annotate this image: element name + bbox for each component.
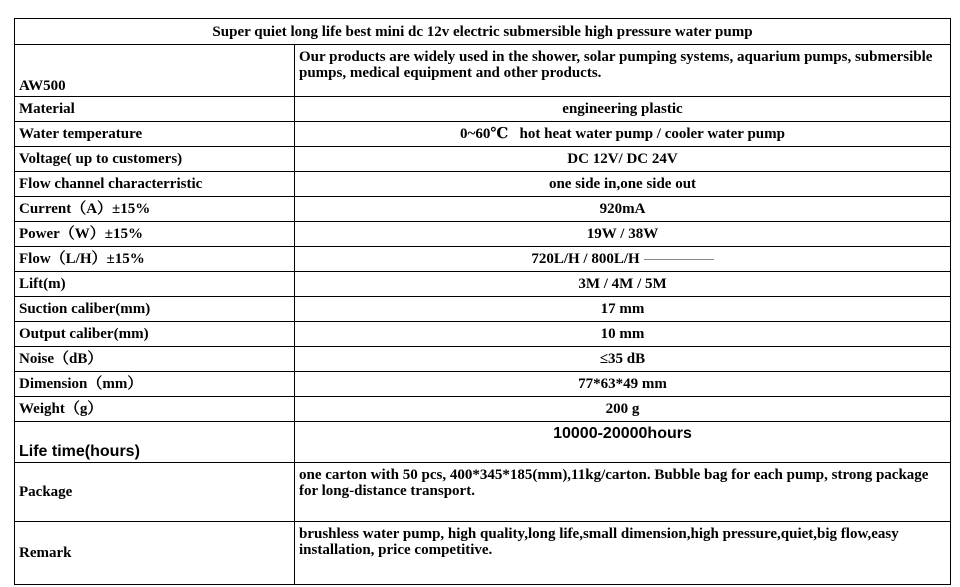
spec-label: Suction caliber(mm) [15,297,295,322]
spec-value: ≤35 dB [295,347,951,372]
remark-value: brushless water pump, high quality,long life,small dimension,high pressure,quiet,big flow,easy installation, price competitive. [295,522,951,585]
table-title: Super quiet long life best mini dc 12v electric submersible high pressure water pump [15,19,951,45]
decorative-underline [644,259,714,260]
spec-value: 720L/H / 800L/H [531,251,640,267]
package-label: Package [15,463,295,522]
spec-value: 0~60℃ hot heat water pump / cooler water pump [295,122,951,147]
model-description: Our products are widely used in the shower, solar pumping systems, aquarium pumps, submersible pumps, medical equipment and other products. [295,45,951,97]
spec-label: Output caliber(mm) [15,322,295,347]
spec-row-suction-caliber [15,297,951,322]
spec-value: engineering plastic [295,97,951,122]
model-label: AW500 [15,45,295,97]
spec-row-remark [15,522,951,585]
spec-value: one side in,one side out [295,172,951,197]
spec-label: Material [15,97,295,122]
spec-value: 200 g [295,397,951,422]
spec-row-lift [15,272,951,297]
spec-table [14,18,951,585]
spec-value: 10 mm [295,322,951,347]
spec-row-life-time [15,422,951,463]
spec-label: Noise（dB） [15,347,295,372]
spec-label: Weight（g） [15,397,295,422]
package-value: one carton with 50 pcs, 400*345*185(mm),11kg/carton. Bubble bag for each pump, strong package for long-distance transport. [295,463,951,522]
spec-label: Voltage( up to customers) [15,147,295,172]
title-row [15,19,951,45]
spec-row-flow [15,247,951,272]
model-row [15,45,951,97]
spec-row-material [15,97,951,122]
spec-value-cell [295,247,951,272]
spec-row-package [15,463,951,522]
spec-label: Dimension（mm） [15,372,295,397]
spec-value: 17 mm [295,297,951,322]
spec-label: Water temperature [15,122,295,147]
spec-value: 19W / 38W [295,222,951,247]
spec-value: 920mA [295,197,951,222]
life-time-value: 10000-20000hours [295,422,951,463]
spec-value: 77*63*49 mm [295,372,951,397]
spec-row-current [15,197,951,222]
spec-label: Lift(m) [15,272,295,297]
spec-label: Current（A）±15% [15,197,295,222]
spec-label: Flow channel characterristic [15,172,295,197]
remark-label: Remark [15,522,295,585]
spec-row-voltage [15,147,951,172]
spec-label: Power（W）±15% [15,222,295,247]
spec-row-output-caliber [15,322,951,347]
life-time-label: Life time(hours) [15,422,295,463]
spec-value: 3M / 4M / 5M [295,272,951,297]
spec-row-power [15,222,951,247]
spec-row-water-temperature [15,122,951,147]
spec-row-weight [15,397,951,422]
spec-row-dimension [15,372,951,397]
spec-row-noise [15,347,951,372]
spec-row-flow-channel [15,172,951,197]
spec-value: DC 12V/ DC 24V [295,147,951,172]
spec-label: Flow（L/H）±15% [15,247,295,272]
